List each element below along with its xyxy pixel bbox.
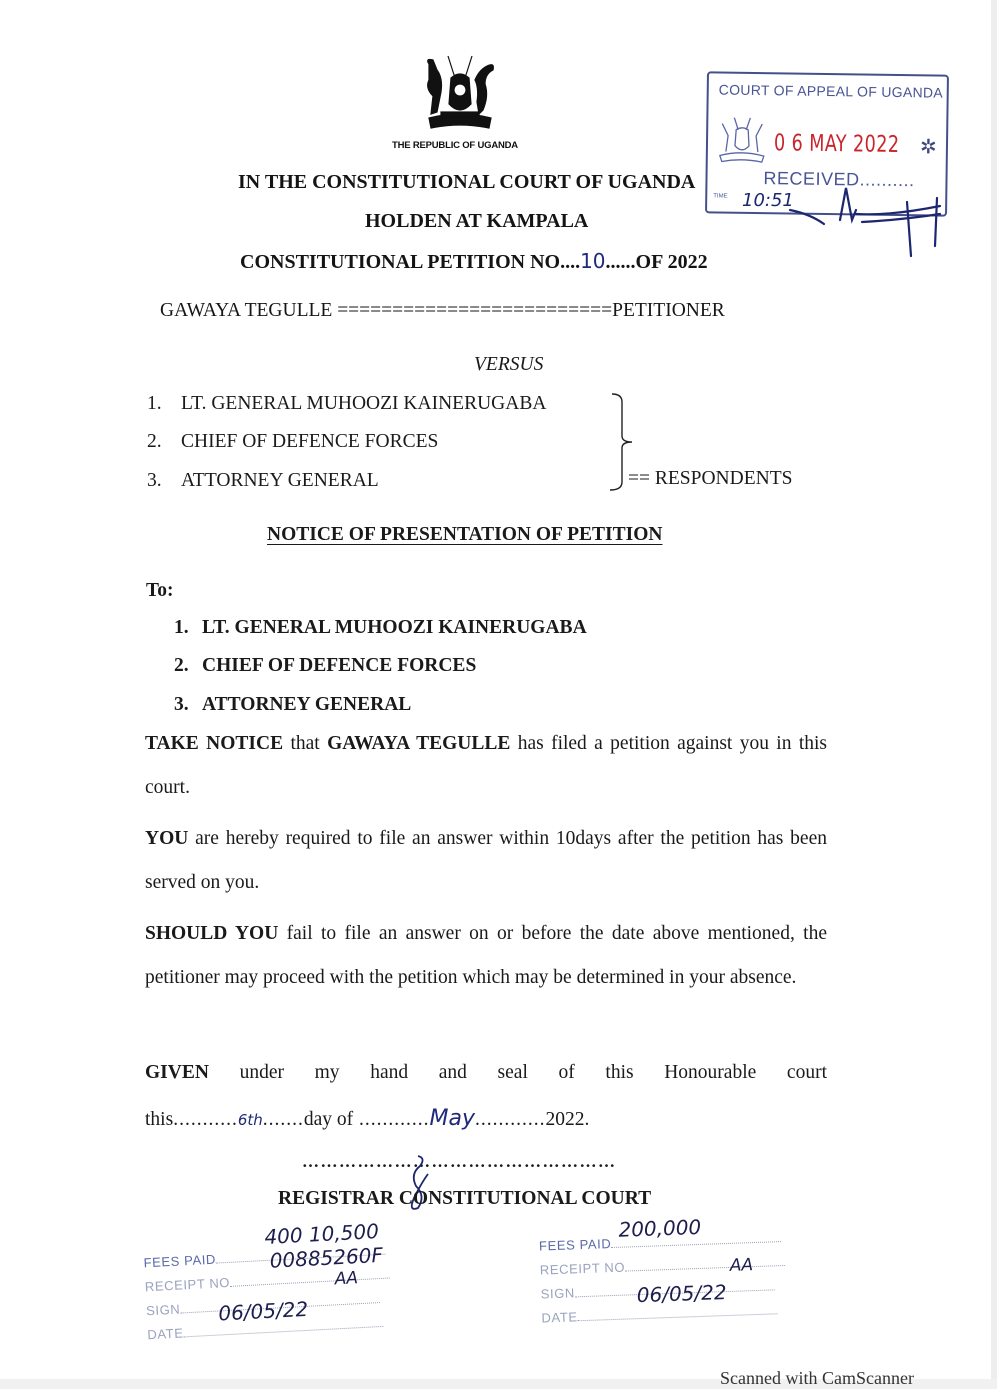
- fee-stamp: [538, 1214, 801, 1326]
- recipient-number: 2.: [174, 655, 189, 676]
- respondent-name: CHIEF OF DEFENCE FORCES: [181, 431, 439, 452]
- fees-paid-label: FEES PAID: [538, 1236, 612, 1254]
- paragraph-text: under my hand and seal of this Honourable court: [208, 1062, 827, 1083]
- paragraph-take-notice: [145, 722, 827, 810]
- paragraph-text: has filed a petition against you in this court.: [145, 733, 827, 798]
- receipt-label: RECEIPT NO: [539, 1259, 626, 1278]
- sign-label: SIGN: [540, 1285, 576, 1302]
- petitioner-label: PETITIONER: [612, 300, 725, 321]
- scanner-footer: Scanned with CamScanner: [720, 1368, 914, 1388]
- date-value: 06/05/22: [217, 1296, 309, 1326]
- page-edge: [991, 0, 997, 1379]
- sign-label: SIGN: [145, 1301, 181, 1319]
- dots: ............: [475, 1109, 546, 1130]
- petition-dots: ....: [560, 251, 581, 273]
- stamp-star-icon: ✲: [919, 136, 937, 159]
- stamp-date: 0 6 MAY 2022: [773, 130, 900, 159]
- fees-paid-value: 400 10,500: [263, 1219, 380, 1249]
- respondent-number: 2.: [147, 431, 162, 452]
- petitioner-name: GAWAYA TEGULLE: [160, 300, 333, 321]
- petitioner-line: [160, 300, 725, 322]
- bold-text: YOU: [145, 828, 189, 849]
- recipient-item: [174, 617, 587, 639]
- recipient-name: LT. GENERAL MUHOOZI KAINERUGABA: [202, 617, 587, 638]
- signature-line: ……………………………………………: [302, 1152, 617, 1171]
- petitioner-separator: =========================: [337, 300, 613, 321]
- dots: ...........: [173, 1109, 238, 1130]
- stamp-emblem-icon: [714, 115, 771, 168]
- registrar-label: REGISTRAR CONSTITUTIONAL COURT: [278, 1188, 652, 1209]
- bold-text: GAWAYA TEGULLE: [327, 733, 511, 754]
- dots: .......: [262, 1109, 304, 1130]
- respondent-item: [147, 470, 379, 492]
- stamp-time-label: TIME: [713, 193, 728, 200]
- uganda-coat-of-arms-icon: [415, 52, 505, 137]
- month-handwritten: May: [429, 1106, 476, 1131]
- stamp-received-label: RECEIVED..........: [763, 168, 915, 191]
- recipient-number: 3.: [174, 694, 189, 715]
- recipient-number: 1.: [174, 617, 189, 638]
- paragraph-given: [145, 1051, 827, 1095]
- date-label: DATE: [147, 1325, 184, 1343]
- receipt-value: 00885260F: [269, 1242, 384, 1273]
- recipient-name: ATTORNEY GENERAL: [202, 694, 412, 715]
- this-label: this: [145, 1109, 174, 1130]
- paragraph-text: fail to file an answer on or before the date above mentioned, the petitioner may proceed with the petition which may be determined in your absence.: [145, 923, 827, 988]
- versus-label: VERSUS: [474, 354, 544, 375]
- recipient-item: [174, 694, 411, 716]
- bold-text: GIVEN: [145, 1062, 209, 1083]
- emblem-caption: THE REPUBLIC OF UGANDA: [392, 140, 518, 151]
- sign-value: AA: [729, 1255, 754, 1276]
- paragraph-should-you-fail: [145, 912, 827, 1000]
- respondent-number: 1.: [147, 393, 162, 414]
- petition-suffix: OF 2022: [635, 251, 708, 273]
- dots: ............: [353, 1109, 430, 1130]
- fees-paid-label: FEES PAID: [143, 1251, 217, 1271]
- notice-title: NOTICE OF PRESENTATION OF PETITION: [267, 524, 663, 545]
- fees-paid-value: 200,000: [618, 1214, 702, 1242]
- paragraph-text: that: [283, 733, 328, 754]
- respondent-item: [147, 431, 438, 453]
- court-title: IN THE CONSTITUTIONAL COURT OF UGANDA: [238, 171, 696, 193]
- petition-number-line: [240, 249, 708, 274]
- respondent-name: LT. GENERAL MUHOOZI KAINERUGABA: [181, 393, 547, 414]
- stamp-title: COURT OF APPEAL OF UGANDA: [718, 81, 944, 101]
- petition-prefix: CONSTITUTIONAL PETITION NO: [240, 251, 561, 273]
- court-location: HOLDEN AT KAMPALA: [365, 210, 589, 232]
- bold-text: TAKE NOTICE: [145, 733, 284, 754]
- date-line: [145, 1106, 589, 1131]
- day-handwritten: 6th: [237, 1111, 263, 1129]
- date-label: DATE: [541, 1309, 578, 1326]
- bold-text: SHOULD YOU: [145, 923, 279, 944]
- respondent-name: ATTORNEY GENERAL: [181, 470, 379, 491]
- day-of-label: day of: [303, 1109, 354, 1130]
- year: 2022.: [545, 1109, 590, 1130]
- fee-stamp: [142, 1219, 427, 1348]
- to-label: To:: [146, 580, 174, 601]
- stamp-time-handwritten: 10:51: [742, 190, 794, 211]
- paragraph-text: are hereby required to file an answer within 10days after the petition has been served on you.: [145, 828, 827, 893]
- recipient-item: [174, 655, 476, 677]
- receipt-label: RECEIPT NO: [144, 1274, 231, 1295]
- recipient-name: CHIEF OF DEFENCE FORCES: [202, 655, 477, 676]
- petition-dots: ......: [605, 251, 636, 273]
- received-signature-icon: [780, 180, 950, 260]
- respondents-label: == RESPONDENTS: [628, 468, 793, 489]
- paragraph-answer-required: [145, 817, 827, 905]
- sign-value: AA: [334, 1268, 359, 1290]
- respondent-number: 3.: [147, 470, 162, 491]
- respondent-item: [147, 393, 546, 415]
- date-value: 06/05/22: [636, 1280, 727, 1308]
- petition-number-handwritten: 10: [580, 249, 606, 273]
